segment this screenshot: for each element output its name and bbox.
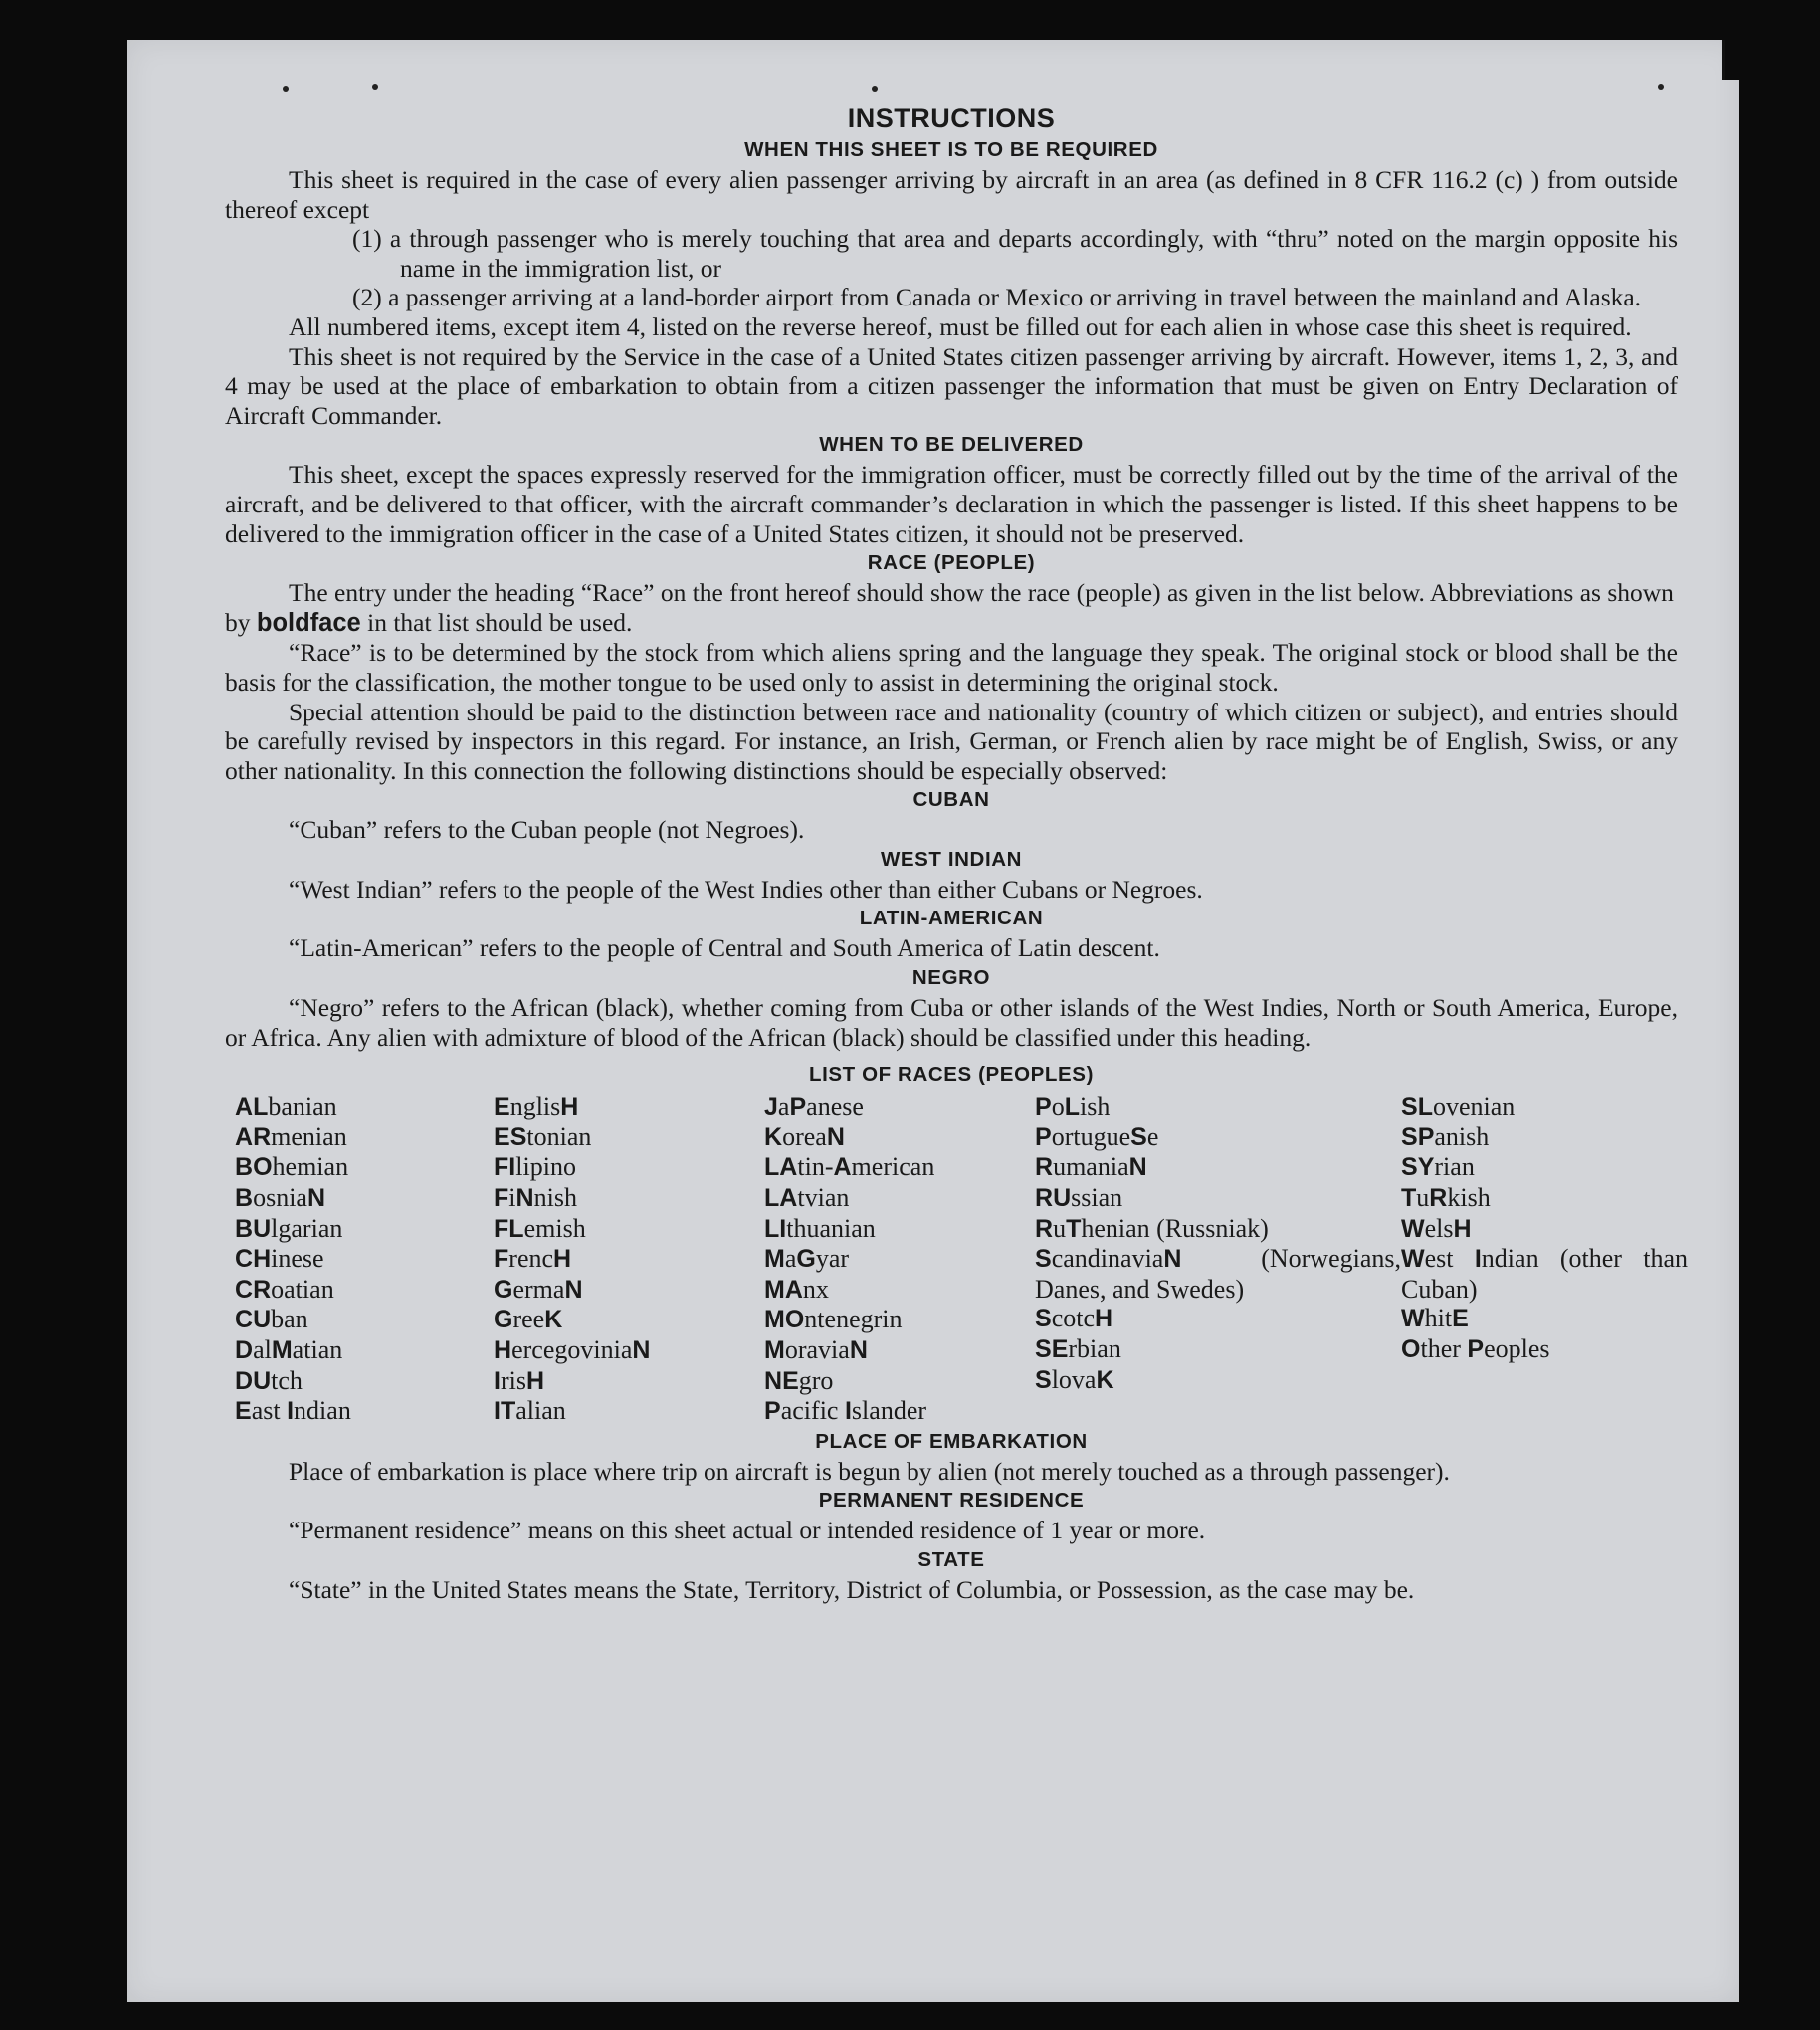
race-entry: MaGyar [764,1244,850,1274]
race-entry: CUban [235,1305,308,1334]
heading-latin-american: LATIN-AMERICAN [859,907,1044,930]
paragraph: “Permanent residence” means on this sheet actual or intended residence of 1 year or more. [289,1516,1206,1545]
race-entry: ITalian [494,1396,566,1426]
race-entry: CHinese [235,1244,324,1274]
heading-west-indian: WEST INDIAN [880,847,1023,871]
paragraph: This sheet is not required by the Service in the case of a United States citizen passenger arriving by aircraft. However, items 1, 2, 3, and 4 may be used at the place of embarkation to obtain from a citizen passenger the information that must be given on Entry Declaration of Aircraft Commander. [225,341,1678,430]
race-entry: SYrian [1401,1152,1475,1182]
heading-cuban: CUBAN [912,788,990,812]
instructions-content [225,102,1689,1605]
race-entry: NEgro [764,1365,834,1395]
race-entry: BosniaN [235,1183,326,1213]
boldface-word: boldface [256,608,361,637]
race-entry: East Indian [235,1396,351,1426]
race-entry: FIlipino [494,1152,576,1182]
race-entry: Other Peoples [1401,1334,1550,1363]
race-entry: RuThenian (Russniak) [1035,1213,1269,1243]
race-entry: ScotcH [1035,1304,1113,1333]
heading-list-of-races: LIST OF RACES (PEOPLES) [808,1063,1094,1087]
race-entry: FiNnish [494,1183,577,1213]
races-column [1035,1092,1401,1427]
race-entry: LAtvian [764,1183,850,1213]
races-column [494,1092,764,1427]
race-entry: CRoatian [235,1274,334,1304]
punch-hole [283,86,289,92]
race-entry: FLemish [494,1213,586,1243]
paragraph: Place of embarkation is place where trip on aircraft is begun by alien (not merely touched as a through passenger). [289,1456,1450,1486]
race-entry: PortugueSe [1035,1121,1159,1151]
race-entry: RumaniaN [1035,1152,1147,1182]
race-entry: DUtch [235,1365,303,1395]
race-entry: SPanish [1401,1121,1490,1151]
race-entry: EStonian [494,1121,592,1151]
race-entry: MoraviaN [764,1335,868,1364]
race-entry: TuRkish [1401,1183,1491,1213]
corner-fold [1722,40,1739,80]
race-entry: GermaN [494,1274,583,1304]
paragraph: All numbered items, except item 4, listed on the reverse hereof, must be filled out for each alien in whose case this sheet is required. [289,311,1632,341]
exception-item-2: (2) a passenger arriving at a land-border airport from Canada or Mexico or arriving in travel between the mainland and Alaska. [352,283,1642,312]
race-entry: BOhemian [235,1152,349,1182]
race-entry: Pacific Islander [764,1396,927,1426]
races-column [1401,1092,1688,1427]
race-entry: WelsH [1401,1213,1472,1243]
races-column [764,1092,1035,1427]
punch-hole [372,84,378,90]
paragraph: “Race” is to be determined by the stock from which aliens spring and the language they speak. The original stock or blood shall be the basis for the classification, the mother tongue to be used only to assist in determining the original stock. [225,638,1678,697]
race-entry: DalMatian [235,1335,343,1364]
race-entry: HercegoviniaN [494,1335,651,1364]
race-entry: EnglisH [494,1092,579,1121]
race-entry: WhitE [1401,1304,1469,1333]
paragraph: “Cuban” refers to the Cuban people (not Negroes). [289,815,805,845]
paragraph: The entry under the heading “Race” on the front hereof should show the race (people) as given in the list below. Abbreviations as shown by boldface in that list should be used. [225,578,1674,637]
heading-permanent-residence: PERMANENT RESIDENCE [818,1489,1085,1513]
race-entry: LIthuanian [764,1213,876,1243]
paragraph: “Negro” refers to the African (black), whether coming from Cuba or other islands of the West Indies, North or South America, Europe, or Africa. Any alien with admixture of blood of the African (black) should be classified under this heading. [225,993,1678,1052]
race-entry: ALbanian [235,1092,337,1121]
paragraph: This sheet is required in the case of every alien passenger arriving by aircraft in an area (as defined in 8 CFR 116.2 (c) ) from outside thereof except [225,165,1678,224]
race-entry: PoLish [1035,1092,1111,1121]
heading-when-required: WHEN THIS SHEET IS TO BE REQUIRED [744,138,1158,161]
heading-negro: NEGRO [911,966,991,990]
paragraph: This sheet, except the spaces expressly reserved for the immigration officer, must be correctly filled out by the time of the arrival of the aircraft, and be delivered to that officer, with the aircraft commander’s declaration in which the passenger is listed. If this sheet happens to be delivered to the immigration officer in the case of a United States citizen, it should not be preserved. [225,460,1678,548]
race-entry: BUlgarian [235,1213,343,1243]
race-entry: GreeK [494,1305,563,1334]
exception-item-1: (1) a through passenger who is merely touching that area and departs accordingly, with “thru” noted on the margin opposite his name in the immigration list, or [352,224,1678,283]
race-entry: SErbian [1035,1334,1121,1363]
race-entry: SlovaK [1035,1364,1114,1394]
punch-hole [872,86,878,92]
page-title: INSTRUCTIONS [847,103,1056,133]
race-entry: IrisH [494,1365,545,1395]
race-entry: MOntenegrin [764,1305,903,1334]
race-entry: MAnx [764,1274,829,1304]
document-sheet [127,40,1739,2002]
paragraph: Special attention should be paid to the distinction between race and nationality (country of which citizen or subject), and entries should be carefully revised by inspectors in this regard. For instance, an Irish, German, or French alien by race might be of English, Swiss, or any other nationality. In this connection the following distinctions should be especially observed: [225,697,1678,785]
race-entry: ScandinaviaN (Norwegians, Danes, and Swedes) [1035,1244,1401,1304]
race-entry: KoreaN [764,1121,845,1151]
paragraph: “State” in the United States means the State, Territory, District of Columbia, or Possession, as the case may be. [289,1574,1415,1604]
heading-race: RACE (PEOPLE) [867,551,1036,575]
race-entry: RUssian [1035,1183,1123,1213]
races-list [235,1092,1689,1427]
race-entry: JaPanese [764,1092,864,1121]
race-entry: FrencH [494,1244,572,1274]
heading-when-delivered: WHEN TO BE DELIVERED [819,433,1084,457]
heading-place-of-embarkation: PLACE OF EMBARKATION [815,1429,1088,1453]
heading-state: STATE [917,1547,985,1571]
race-entry: ARmenian [235,1121,347,1151]
punch-hole [1658,84,1664,90]
race-entry: SLovenian [1401,1092,1516,1121]
races-column [235,1092,494,1427]
paragraph: “West Indian” refers to the people of the West Indies other than either Cubans or Negroes. [289,874,1203,904]
race-entry: LAtin-American [764,1152,935,1182]
race-entry: West Indian (other than Cuban) [1401,1244,1689,1304]
paragraph: “Latin-American” refers to the people of Central and South America of Latin descent. [289,933,1160,963]
